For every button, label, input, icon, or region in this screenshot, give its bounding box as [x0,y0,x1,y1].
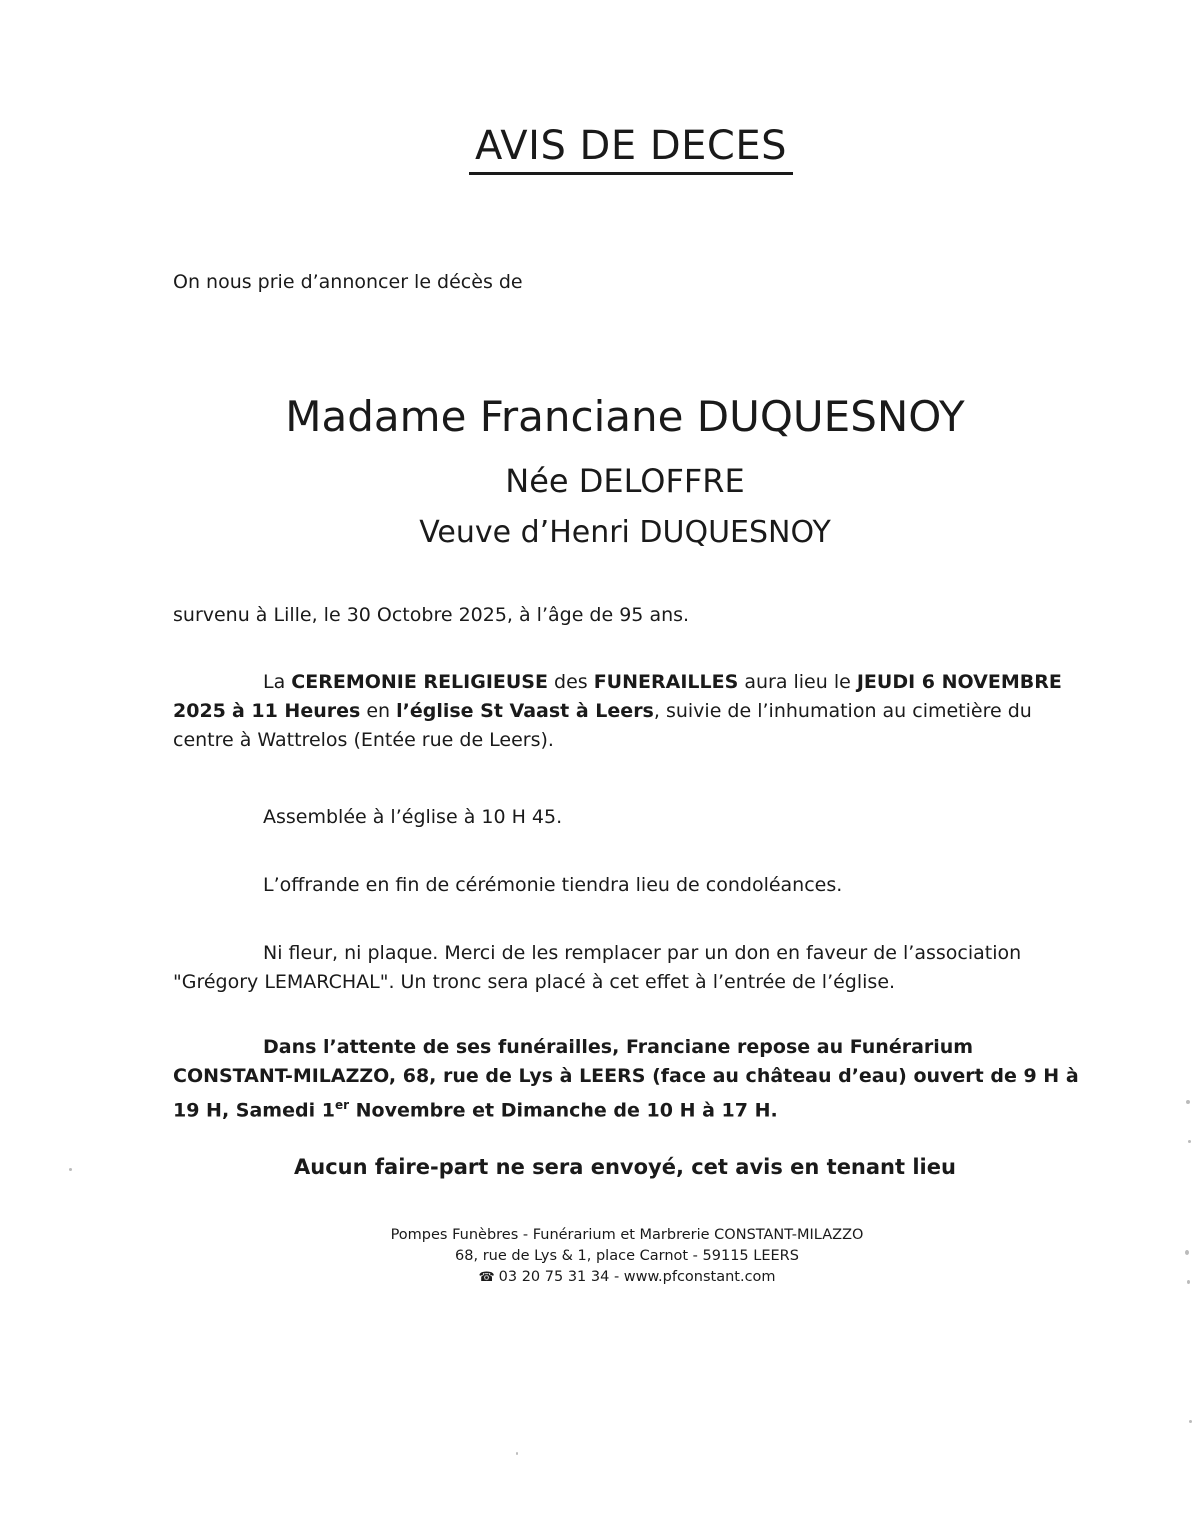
ceremony-bold-3: JEUDI 6 NOVEMBRE 2025 [173,671,1062,722]
footer-company: Pompes Funèbres - Funérarium et Marbrerie CONSTANT-MILAZZO [390,1227,864,1243]
page-title-text: AVIS DE DECES [469,123,793,175]
deceased-name: Madame Franciane DUQUESNOY [285,392,965,441]
scan-speck [1186,1100,1190,1104]
scan-speck [1188,1140,1191,1143]
ceremony-bold-2: FUNERAILLES [593,671,739,693]
page-title [0,123,1199,175]
ceremony-paragraph [173,668,1093,755]
scan-speck [1185,1250,1189,1255]
funerarium-paragraph [173,1033,1093,1125]
scan-speck [516,1452,518,1455]
ceremony-text-3: aura lieu le [738,671,857,693]
ceremony-text-2: des [547,671,594,693]
ceremony-bold-4: à 11 Heures [231,700,361,722]
flowers-paragraph: Ni fleur, ni plaque. Merci de les remplacer par un don en faveur de l’association "Grégory LEMARCHAL". Un tronc sera placé à cet effet à l’entrée de l’église. [173,942,1022,993]
ceremony-bold-5: l’église St Vaast à Leers [396,700,654,722]
footer-contact-text: 03 20 75 31 34 - www.pfconstant.com [498,1269,776,1285]
footer-address: 68, rue de Lys & 1, place Carnot - 59115 LEERS [455,1248,799,1264]
footer-contact [0,1269,1199,1285]
offering-line: L’offrande en fin de cérémonie tiendra lieu de condoléances. [263,874,843,896]
ceremony-text-5: en [360,700,397,722]
funerarium-superscript: er [334,1098,349,1112]
ceremony-text-6: , suivie de l’inhumation au cimetière du centre à Wattrelos (Entée rue de Leers). [173,700,1032,751]
phone-icon: ☎ [478,1270,495,1285]
scan-speck [1189,1420,1192,1423]
assembly-line: Assemblée à l’église à 10 H 45. [263,806,563,828]
intro-line: On nous prie d’annoncer le décès de [173,271,523,293]
death-details: survenu à Lille, le 30 Octobre 2025, à l’âge de 95 ans. [173,604,690,626]
scan-speck [69,1168,72,1171]
deceased-widow-of: Veuve d’Henri DUQUESNOY [419,515,831,550]
deceased-maiden-name: Née DELOFFRE [505,462,745,500]
funerarium-text-2: Novembre et Dimanche de 10 H à 17 H. [349,1099,778,1122]
ceremony-bold-1: CEREMONIE RELIGIEUSE [291,671,548,693]
scan-speck [1187,1280,1190,1284]
ceremony-text-1: La [263,671,292,693]
no-announcement-line: Aucun faire-part ne sera envoyé, cet avis en tenant lieu [294,1155,956,1179]
funerarium-text-1: Dans l’attente de ses funérailles, Franciane repose au Funérarium CONSTANT-MILAZZO, 68, rue de Lys à LEERS (face au château d’eau) ouvert de 9 H à 19 H, Samedi 1 [173,1036,1079,1122]
